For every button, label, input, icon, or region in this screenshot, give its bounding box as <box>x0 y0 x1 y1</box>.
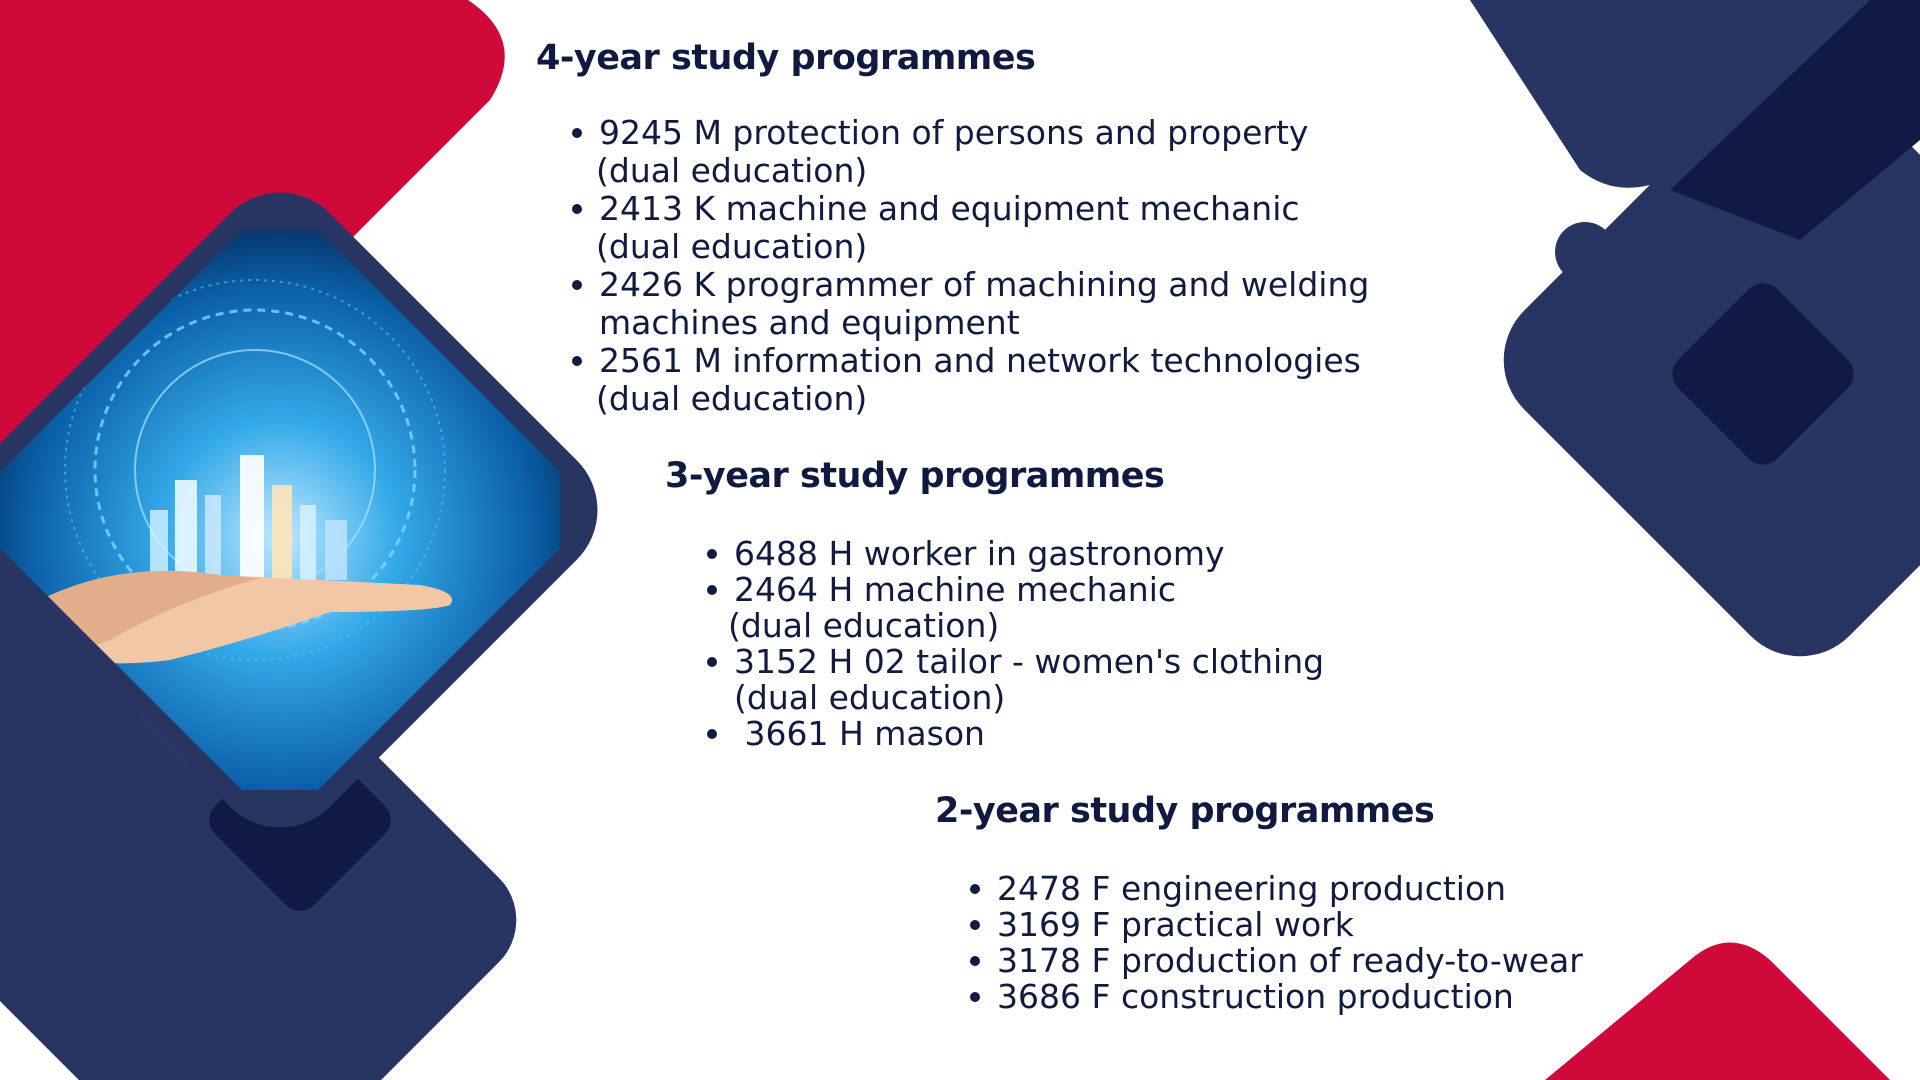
list-item: 3178 F production of ready-to-wear <box>997 941 1583 980</box>
section-title: 4-year study programmes <box>536 38 1036 78</box>
red-bottom-right <box>1545 943 1890 1080</box>
section-title: 2-year study programmes <box>935 791 1435 831</box>
list-item: 3169 F practical work <box>997 907 1583 943</box>
navy-dot <box>1555 222 1615 282</box>
list-item: 2561 M information and network technologies (dual education) <box>599 342 1369 418</box>
programme-list <box>665 536 1324 752</box>
section-2-year <box>935 791 1583 1015</box>
list-item: 3686 F construction production <box>997 979 1583 1015</box>
list-item: 9245 M protection of persons and property (dual education) <box>599 114 1369 190</box>
section-3-year <box>665 456 1324 752</box>
list-item: 3661 H mason <box>734 716 1324 752</box>
list-item: 2413 K machine and equipment mechanic (dual education) <box>599 190 1369 266</box>
list-item: 2478 F engineering production <box>997 871 1583 907</box>
list-item: 6488 H worker in gastronomy <box>734 536 1324 572</box>
section-title: 3-year study programmes <box>665 456 1165 496</box>
list-item: 3152 H 02 tailor - women's clothing (dual education) <box>734 642 1325 717</box>
list-item: 2464 H machine mechanic (dual education) <box>734 572 1324 644</box>
programme-list <box>935 871 1583 1015</box>
programme-list <box>536 114 1369 418</box>
section-4-year <box>536 38 1369 418</box>
list-item: 2426 K programmer of machining and welding machines and equipment <box>599 265 1370 342</box>
